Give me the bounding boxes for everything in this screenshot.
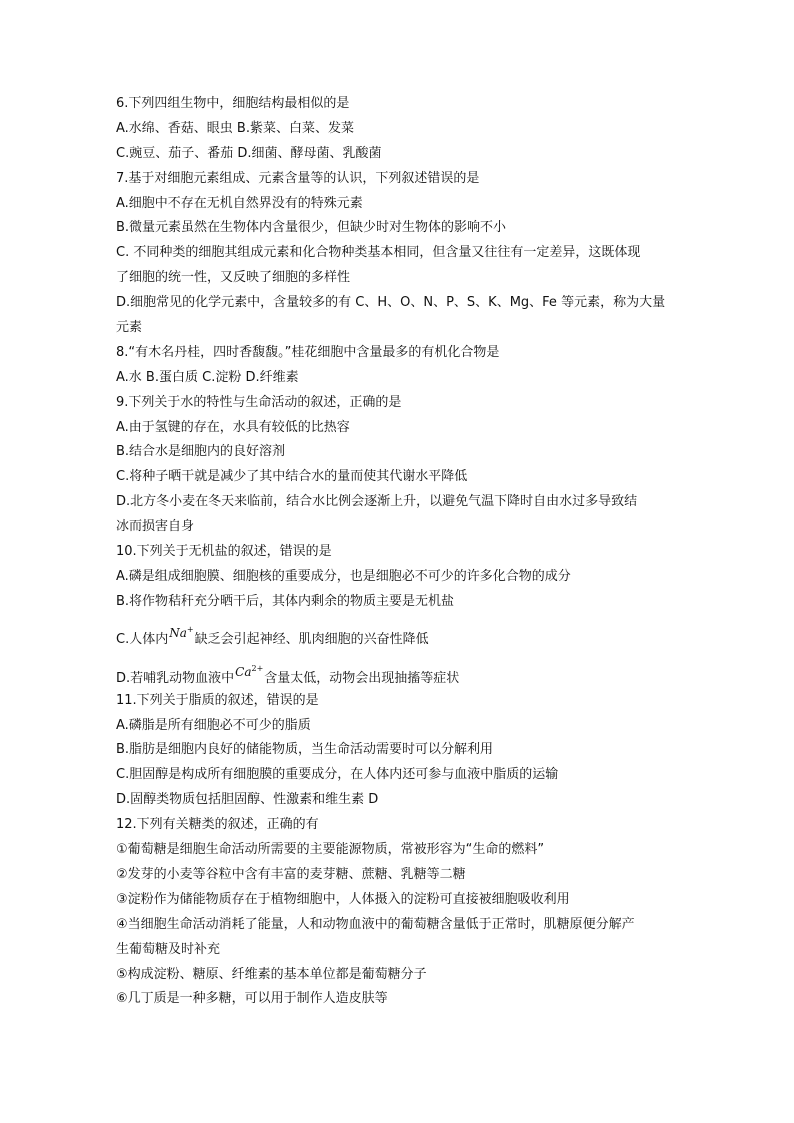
question-stem: 12.下列有关糖类的叙述，正确的有 bbox=[116, 817, 319, 833]
option-d-suffix: 含量太低，动物会出现抽搐等症状 bbox=[264, 670, 460, 686]
statement-4-continued: 生葡萄糖及时补充 bbox=[116, 941, 221, 957]
option-d: D.北方冬小麦在冬天来临前，结合水比例会逐渐上升，以避免气温下降时自由水过多导致结 bbox=[116, 494, 638, 510]
statement-6: ⑥几丁质是一种多糖，可以用于制作人造皮肤等 bbox=[116, 991, 388, 1007]
statement-2: ②发芽的小麦等谷粒中含有丰富的麦芽糖、蔗糖、乳糖等二糖 bbox=[116, 866, 466, 882]
question-stem: 6.下列四组生物中，细胞结构最相似的是 bbox=[116, 96, 350, 111]
statement-4: ④当细胞生命活动消耗了能量，人和动物血液中的葡萄糖含量低于正常时，肌糖原便分解产 bbox=[116, 916, 635, 932]
statement-5: ⑤构成淀粉、糖原、纤维素的基本单位都是葡萄糖分子 bbox=[116, 966, 427, 982]
question-7 bbox=[116, 167, 686, 341]
options: A.水 B.蛋白质 C.淀粉 D.纤维素 bbox=[116, 369, 299, 385]
option-c-suffix: 缺乏会引起神经、肌肉细胞的兴奋性降低 bbox=[194, 631, 429, 647]
option-d bbox=[116, 660, 686, 689]
options-a-b: A.水绵、香菇、眼虫 B.紫菜、白菜、发菜 bbox=[116, 120, 354, 136]
option-d-continued: 冰而损害自身 bbox=[116, 519, 195, 535]
sodium-ion-formula: Na+ bbox=[169, 624, 194, 640]
option-c: C. 不同种类的细胞其组成元素和化合物种类基本相同，但含量又往往有一定差异，这既体现 bbox=[116, 245, 641, 261]
option-c: C.将种子晒干就是减少了其中结合水的量而使其代谢水平降低 bbox=[116, 469, 468, 485]
option-b: B.结合水是细胞内的良好溶剂 bbox=[116, 444, 286, 460]
options-c-d: C.豌豆、茄子、番茄 D.细菌、酵母菌、乳酸菌 bbox=[116, 145, 382, 161]
option-a: A.由于氢键的存在，水具有较低的比热容 bbox=[116, 419, 350, 435]
question-stem: 7.基于对细胞元素组成、元素含量等的认识，下列叙述错误的是 bbox=[116, 170, 480, 186]
option-c-prefix: C.人体内 bbox=[116, 631, 169, 647]
question-stem: 10.下列关于无机盐的叙述，错误的是 bbox=[116, 544, 332, 560]
question-stem: 8.“有木名丹桂，四时香馥馥。”桂花细胞中含量最多的有机化合物是 bbox=[116, 344, 500, 360]
option-c-continued: 了细胞的统一性，又反映了细胞的多样性 bbox=[116, 270, 351, 286]
question-6 bbox=[116, 92, 686, 167]
calcium-ion-formula: $Ca^{2+}$ bbox=[235, 663, 264, 679]
option-c bbox=[116, 621, 686, 650]
statement-3: ③淀粉作为储能物质存在于植物细胞中，人体摄入的淀粉可直接被细胞吸收利用 bbox=[116, 891, 570, 907]
option-d: D.固醇类物质包括胆固醇、性激素和维生素 D bbox=[116, 792, 379, 808]
option-d: D.细胞常见的化学元素中，含量较多的有 C、H、O、N、P、S、K、Mg、Fe 等元素，称为大量 bbox=[116, 295, 666, 311]
question-12 bbox=[116, 813, 686, 1012]
option-b: B.将作物秸秆充分晒干后，其体内剩余的物质主要是无机盐 bbox=[116, 593, 455, 609]
option-d-continued: 元素 bbox=[116, 320, 143, 336]
option-b: B.脂肪是细胞内良好的储能物质，当生命活动需要时可以分解利用 bbox=[116, 742, 494, 758]
question-8 bbox=[116, 341, 686, 391]
option-a: A.细胞中不存在无机自然界没有的特殊元素 bbox=[116, 195, 363, 211]
option-c: C.胆固醇是构成所有细胞膜的重要成分，在人体内还可参与血液中脂质的运输 bbox=[116, 767, 559, 783]
option-b: B.微量元素虽然在生物体内含量很少，但缺少时对生物体的影响不小 bbox=[116, 220, 507, 236]
question-stem: 11.下列关于脂质的叙述，错误的是 bbox=[116, 692, 319, 708]
statement-1: ①葡萄糖是细胞生命活动所需要的主要能源物质，常被形容为“生命的燃料” bbox=[116, 842, 545, 858]
option-a: A.磷脂是所有细胞必不可少的脂质 bbox=[116, 717, 311, 733]
question-11 bbox=[116, 689, 686, 813]
question-10 bbox=[116, 540, 686, 689]
question-list bbox=[116, 92, 686, 1012]
question-9 bbox=[116, 391, 686, 540]
option-d-prefix: D.若哺乳动物血液中 bbox=[116, 670, 235, 686]
option-a: A.磷是组成细胞膜、细胞核的重要成分，也是细胞必不可少的许多化合物的成分 bbox=[116, 568, 571, 584]
question-stem: 9.下列关于水的特性与生命活动的叙述，正确的是 bbox=[116, 394, 402, 410]
